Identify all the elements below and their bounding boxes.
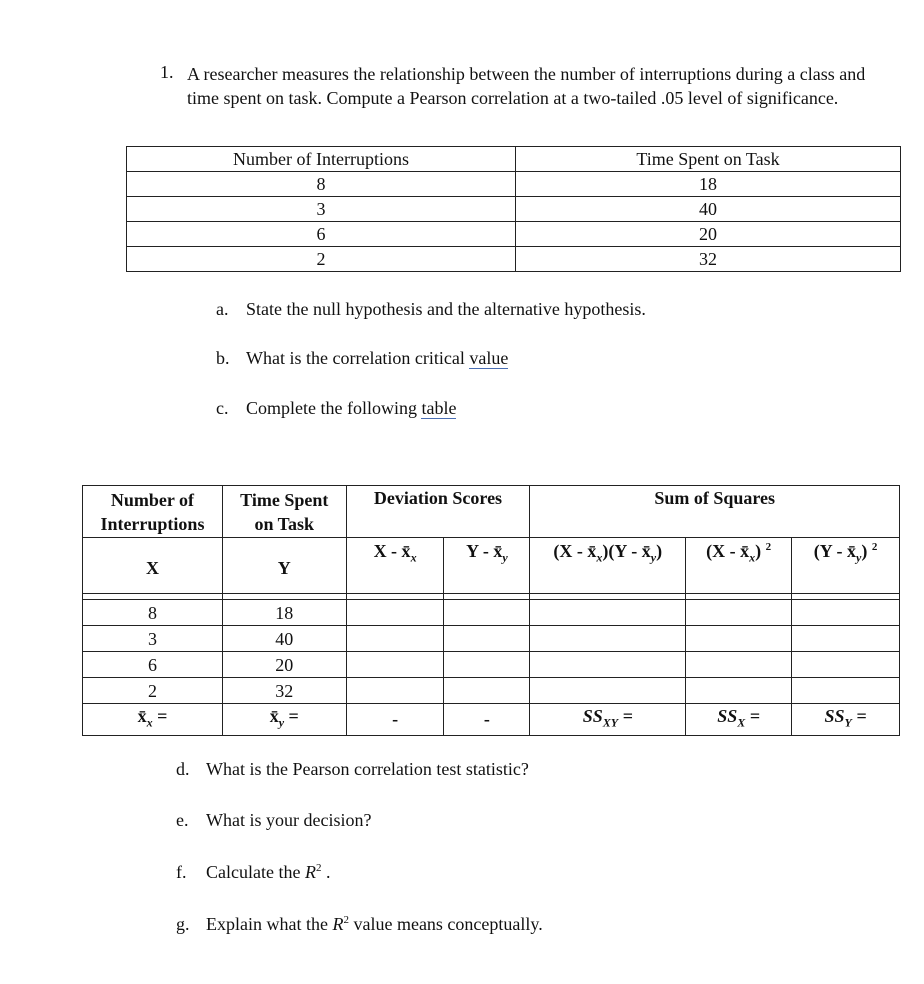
table-row: 8 18 (83, 600, 900, 626)
table-row: 6 20 (127, 222, 901, 247)
header-dev-x: X - $x̄_x$ (346, 538, 444, 594)
header-x: X (83, 538, 223, 594)
table-row: 2 32 (83, 678, 900, 704)
part-c: c. Complete the following table (216, 398, 457, 418)
answer-cell[interactable] (346, 652, 444, 678)
dash-cell: - (346, 704, 444, 736)
part-a: a. State the null hypothesis and the alternative hypothesis. (216, 299, 646, 319)
table-header-row (127, 147, 901, 172)
part-e: e. What is your decision? (176, 810, 372, 830)
answer-cell[interactable] (530, 626, 686, 652)
answer-cell[interactable] (444, 626, 530, 652)
mean-x-cell[interactable]: $x̄_x$ = (83, 704, 223, 736)
header-deviation-scores: Deviation Scores (346, 486, 530, 538)
table-header-row (83, 486, 900, 538)
answer-cell[interactable] (686, 626, 792, 652)
answer-cell[interactable] (444, 600, 530, 626)
part-d: d. What is the Pearson correlation test statistic? (176, 759, 529, 779)
table-footer-row (83, 704, 900, 736)
answer-cell[interactable] (792, 652, 900, 678)
part-f: f. Calculate the $R^2$ . (176, 862, 331, 882)
ss-x-cell[interactable]: $SS_X$ = (686, 704, 792, 736)
table-row: 2 32 (127, 247, 901, 272)
part-b: b. What is the correlation critical value (216, 348, 509, 368)
answer-cell[interactable] (444, 652, 530, 678)
table-subheader-row (83, 538, 900, 594)
header-dev-y: Y - $x̄_y$ (444, 538, 530, 594)
answer-cell[interactable] (346, 678, 444, 704)
header-sum-of-squares: Sum of Squares (530, 486, 900, 538)
answer-cell[interactable] (792, 678, 900, 704)
computation-table (82, 485, 900, 736)
mean-y-cell[interactable]: $x̄_y$ = (222, 704, 346, 736)
data-table (126, 146, 901, 272)
answer-cell[interactable] (530, 678, 686, 704)
header-sq-x: $(X - x̄_x)$ $^2$ (686, 538, 792, 594)
header-sq-y: $(Y - x̄_y)$ $^2$ (792, 538, 900, 594)
part-g: g. Explain what the $R^2$ value means conceptually. (176, 914, 543, 934)
answer-cell[interactable] (444, 678, 530, 704)
answer-cell[interactable] (686, 678, 792, 704)
answer-cell[interactable] (530, 652, 686, 678)
header-cross-product: $(X - x̄_x)(Y$ - $x̄_y$) (530, 538, 686, 594)
answer-cell[interactable] (792, 626, 900, 652)
answer-cell[interactable] (530, 600, 686, 626)
question-text: A researcher measures the relationship between the number of interruptions during a class and time spent on task. Compute a Pearson correlation at a two-tailed .05 level of significance. (187, 64, 866, 108)
answer-cell[interactable] (686, 600, 792, 626)
table-row: 3 40 (127, 197, 901, 222)
header-time-spent-on-task: Time Spent on Task (222, 486, 346, 538)
answer-cell[interactable] (686, 652, 792, 678)
answer-cell[interactable] (346, 600, 444, 626)
answer-cell[interactable] (792, 600, 900, 626)
header-y: Y (222, 538, 346, 594)
dash-cell: - (444, 704, 530, 736)
question-number: 1. (160, 62, 174, 82)
table-row: 8 18 (127, 172, 901, 197)
table-row: 6 20 (83, 652, 900, 678)
header-time-on-task: Time Spent on Task (516, 147, 901, 172)
header-number-of-interruptions: Number of Interruptions (83, 486, 223, 538)
ss-y-cell[interactable]: $SS_Y$ = (792, 704, 900, 736)
table-row: 3 40 (83, 626, 900, 652)
answer-cell[interactable] (346, 626, 444, 652)
header-interruptions: Number of Interruptions (127, 147, 516, 172)
ss-xy-cell[interactable]: $SS_{XY}$ = (530, 704, 686, 736)
